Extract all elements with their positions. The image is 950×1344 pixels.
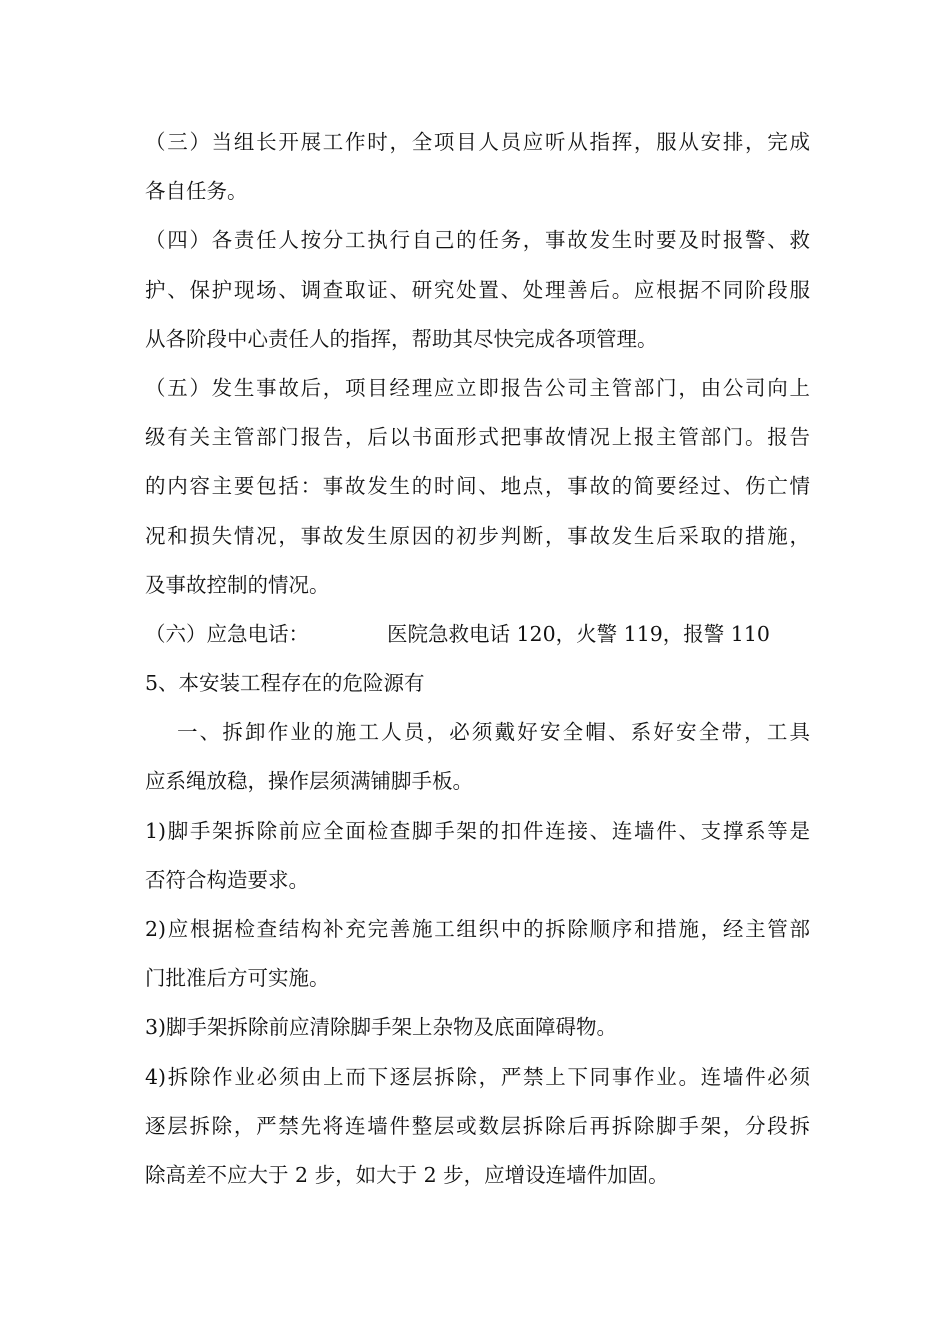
section-heading: 5、本安装工程存在的危险源有	[145, 671, 425, 696]
paragraph-line: 况和损失情况，事故发生原因的初步判断，事故发生后采取的措施，	[145, 523, 810, 548]
paragraph-line: （五）发生事故后，项目经理应立即报告公司主管部门，由公司向上	[145, 375, 810, 400]
paragraph-line: 1)脚手架拆除前应全面检查脚手架的扣件连接、连墙件、支撑系等是	[145, 818, 810, 843]
paragraph-line: 4)拆除作业必须由上而下逐层拆除，严禁上下同事作业。连墙件必须	[145, 1064, 810, 1089]
paragraph-line: 逐层拆除，严禁先将连墙件整层或数层拆除后再拆除脚手架，分段拆	[145, 1113, 810, 1138]
emergency-phone-line	[145, 610, 810, 659]
paragraph-line: 护、保护现场、调查取证、研究处置、处理善后。应根据不同阶段服	[145, 277, 810, 302]
paragraph-line: 一、拆卸作业的施工人员，必须戴好安全帽、系好安全带，工具	[177, 720, 810, 745]
paragraph-line: 除高差不应大于 2 步，如大于 2 步，应增设连墙件加固。	[145, 1162, 669, 1187]
paragraph-line: 否符合构造要求。	[145, 867, 309, 892]
paragraph-line: 门批准后方可实施。	[145, 966, 330, 991]
paragraph-line: 的内容主要包括：事故发生的时间、地点，事故的简要经过、伤亡情	[145, 474, 810, 499]
paragraph-line: 及事故控制的情况。	[145, 572, 330, 597]
paragraph-line: 应系绳放稳，操作层须满铺脚手板。	[145, 769, 473, 794]
emergency-phone-numbers: 医院急救电话 120，火警 119，报警 110	[387, 621, 770, 646]
paragraph-line: 2)应根据检查结构补充完善施工组织中的拆除顺序和措施，经主管部	[145, 917, 810, 941]
paragraph-line: 3)脚手架拆除前应清除脚手架上杂物及底面障碍物。	[145, 1015, 618, 1040]
paragraph-line: （四）各责任人按分工执行自己的任务，事故发生时要及时报警、救	[145, 228, 810, 253]
paragraph-line: 各自任务。	[145, 179, 248, 204]
paragraph-line: （三）当组长开展工作时，全项目人员应听从指挥，服从安排，完成	[145, 130, 810, 154]
paragraph-line: 从各阶段中心责任人的指挥，帮助其尽快完成各项管理。	[145, 326, 658, 351]
emergency-phone-label: （六）应急电话：	[145, 621, 309, 646]
document-body	[145, 118, 810, 1200]
paragraph-line: 级有关主管部门报告，后以书面形式把事故情况上报主管部门。报告	[145, 425, 810, 450]
